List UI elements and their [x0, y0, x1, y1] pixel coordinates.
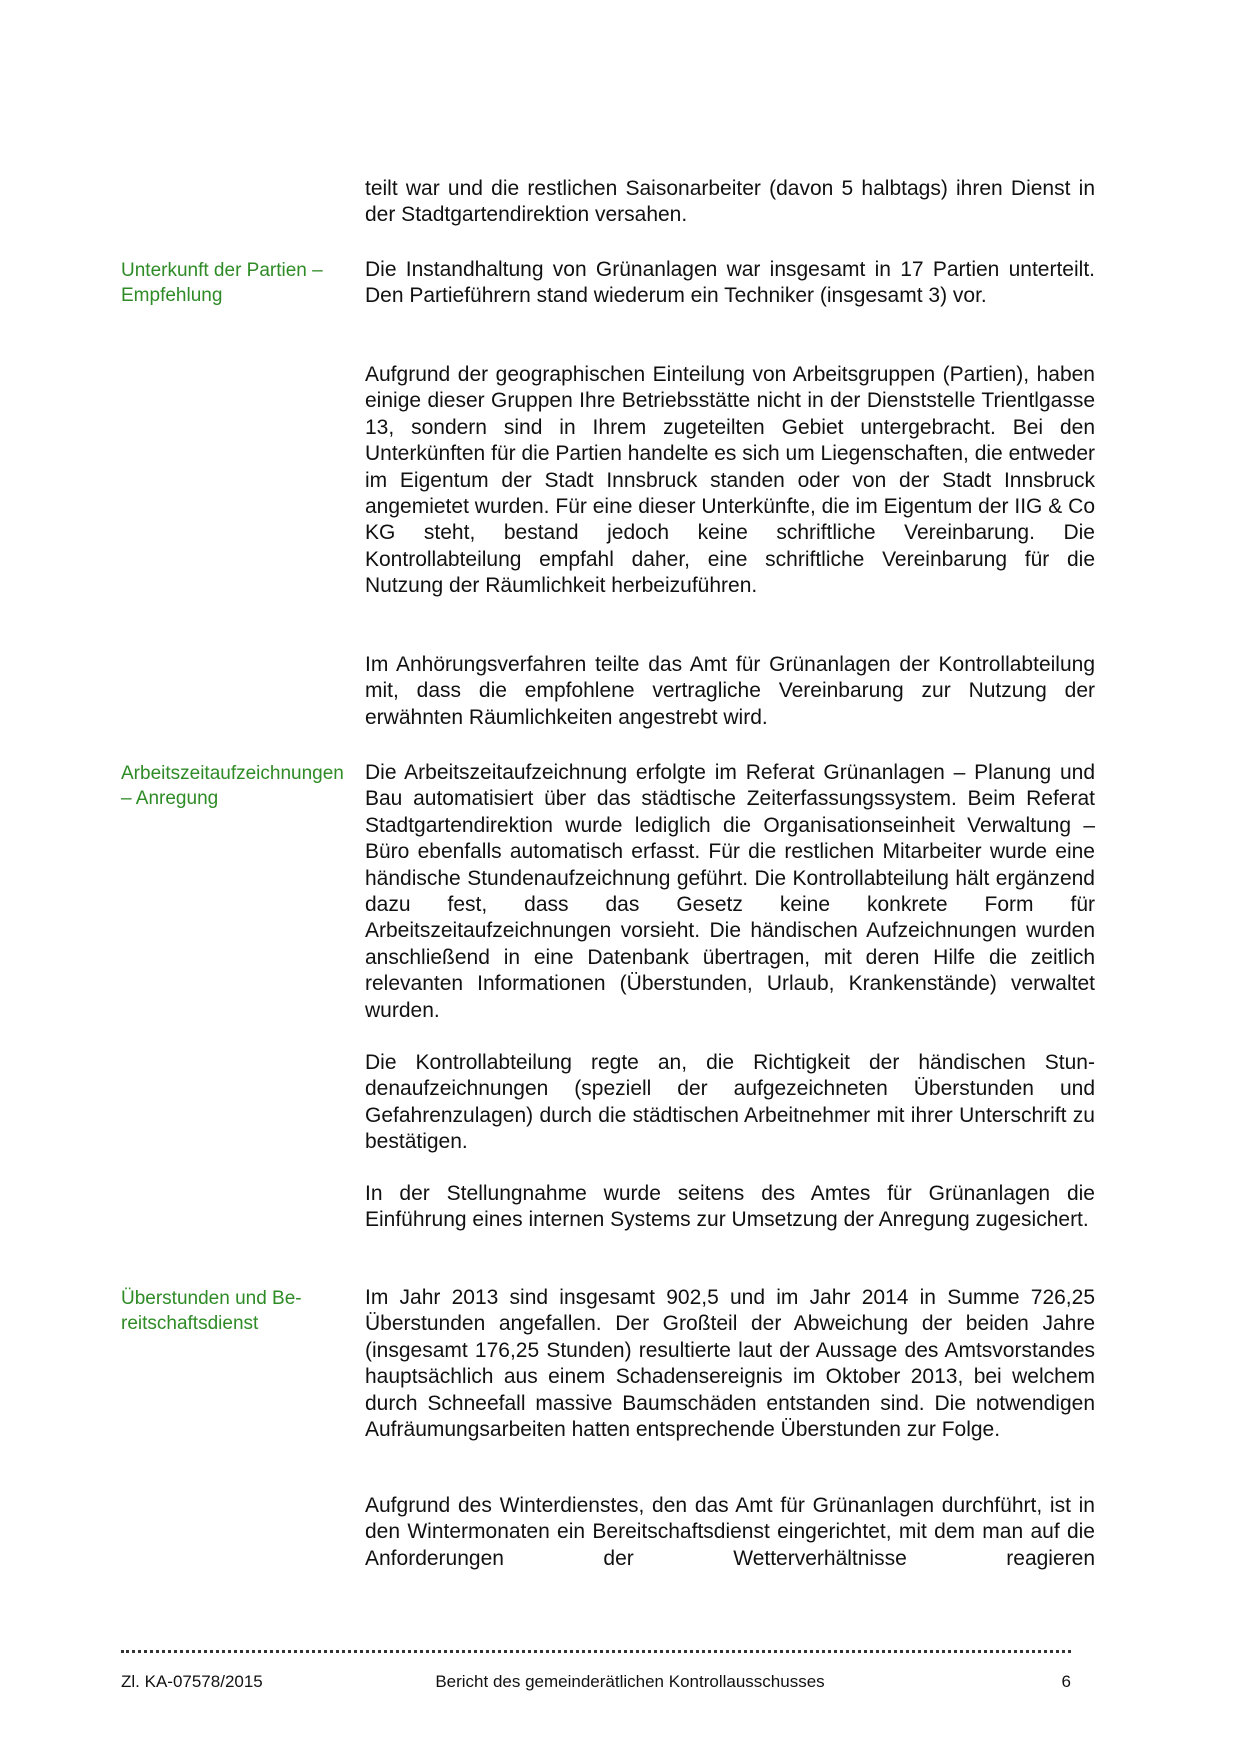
margin-note-ueberstunden: Überstunden und Bereitschaftsdienst [121, 1288, 302, 1334]
footer-divider [121, 1650, 1071, 1653]
paragraph-ueberstunden: Im Jahr 2013 sind insgesamt 902,5 und im Jahr 2014 in Summe 726,25 Überstunden angefallen. Der Großteil der Abweichung der beiden Jahre (insgesamt 176,25 Stunden) resultierte laut der Aussage des Amtsvorstandes hauptsächlich aus einem Schadensereignis im Oktober 2013, bei welchem durch Schneefall massive Baumschäden entstanden sind. Die notwendigen Aufräumungsarbeiten hatten entsprechende Überstunden zur Folge. [365, 1286, 1095, 1442]
paragraph-instandhaltung: Die Instandhaltung von Grünanlagen war insgesamt in 17 Partien unterteilt. Den Partieführern stand wiederum ein Techniker (insgesamt 3) vor. [365, 258, 1095, 308]
paragraph-anregung: Die Kontrollabteilung regte an, die Richtigkeit der händischen Stundenaufzeichnungen (speziell der aufgezeichneten Überstunden und Gefahrenzulagen) durch die städtischen Arbeitnehmer mit ihrer Unterschrift zu bestätigen. [365, 1051, 1095, 1154]
paragraph-unterkuenfte: Aufgrund der geographischen Einteilung von Arbeitsgruppen (Partien), haben einige dieser Gruppen Ihre Betriebsstätte nicht in der Dienststelle Trientlgasse 13, sondern sind in Ihrem zugeteilten Gebiet untergebracht. Bei den Unterkünften für die Partien handelte es sich um Liegenschaften, die entweder im Eigentum der Stadt Innsbruck standen oder von der Stadt Innsbruck angemietet wurden. Für eine dieser Unterkünfte, die im Eigentum der IIG & Co KG steht, bestand jedoch keine schriftliche Vereinbarung. Die Kontrollabteilung empfahl daher, eine schriftliche Vereinbarung für die Nutzung der Räumlichkeit herbeizuführen. [365, 363, 1095, 598]
footer-page-number: 6 [1061, 1672, 1071, 1691]
paragraph-anhoerung: Im Anhörungsverfahren teilte das Amt für Grünanlagen der Kontrollabteilung mit, dass die empfohlene vertragliche Vereinbarung zur Nutzung der erwähnten Räumlichkeiten angestrebt wird. [365, 653, 1095, 729]
paragraph-continuation: teilt war und die restlichen Saisonarbeiter (davon 5 halbtags) ihren Dienst in der Stadtgartendirektion versahen. [365, 177, 1095, 227]
margin-note-arbeitszeit: Arbeitszeitaufzeichnungen – Anregung [121, 763, 344, 809]
paragraph-stellungnahme: In der Stellungnahme wurde seitens des Amtes für Grünanlagen die Einführung eines internen Systems zur Umsetzung der Anregung zugesichert. [365, 1182, 1095, 1232]
margin-note-unterkunft: Unterkunft der Partien – Empfehlung [121, 260, 323, 306]
footer-reference: Zl. KA-07578/2015 [121, 1672, 263, 1691]
footer-title: Bericht des gemeinderätlichen Kontrollausschusses [435, 1672, 825, 1691]
paragraph-winterdienst: Aufgrund des Winterdienstes, den das Amt für Grünanlagen durchführt, ist in den Wintermonaten ein Bereitschaftsdienst eingerichtet, mit dem man auf die Anforderungen der Wetterverhältnisse reagieren [365, 1494, 1095, 1570]
paragraph-arbeitszeitaufzeichnung: Die Arbeitszeitaufzeichnung erfolgte im Referat Grünanlagen – Planung und Bau automatisiert über das städtische Zeiterfassungssystem. Beim Referat Stadtgartendirektion wurde lediglich die Organisationseinheit Verwaltung – Büro ebenfalls automatisch erfasst. Für die restlichen Mitarbeiter wurde eine händische Stundenaufzeichnung geführt. Die Kontrollabteilung hält ergänzend dazu fest, dass das Gesetz keine konkrete Form für Arbeitszeitaufzeichnungen vorsieht. Die händischen Aufzeichnungen wurden anschließend in eine Datenbank übertragen, mit deren Hilfe die zeitlich relevanten Informationen (Überstunden, Urlaub, Krankenstände) verwaltet wurden. [365, 761, 1095, 1022]
